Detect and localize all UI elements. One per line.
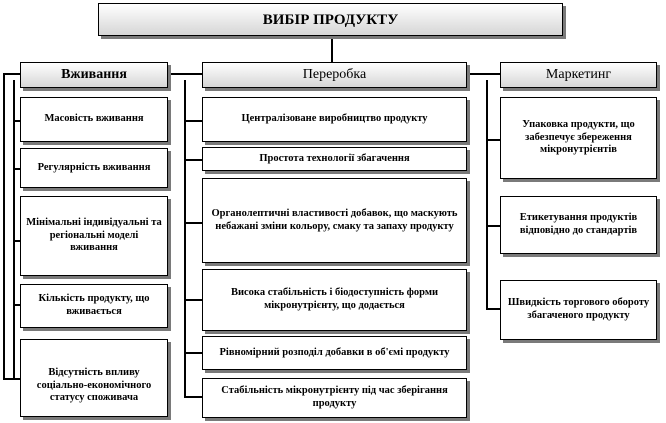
marketing-item-2: Етикетування продуктів відповідно до стандартів bbox=[500, 196, 657, 254]
middle-tick-1 bbox=[184, 120, 202, 122]
middle-tick-5 bbox=[184, 352, 202, 354]
middle-tick-3 bbox=[184, 222, 202, 224]
top-connector-left-drop bbox=[3, 73, 5, 380]
column-header-consumption: Вживання bbox=[20, 62, 168, 88]
left-tick-3 bbox=[13, 240, 20, 242]
consumption-item-1: Масовість вживання bbox=[20, 97, 168, 142]
processing-item-1: Централізоване виробництво продукту bbox=[202, 97, 467, 142]
right-tick-2 bbox=[486, 225, 500, 227]
marketing-item-1: Упаковка продукти, що забезпечує збереження мікронутрієнтів bbox=[500, 97, 657, 179]
column-header-marketing: Маркетинг bbox=[500, 62, 657, 88]
right-tick-1 bbox=[486, 139, 500, 141]
top-connector-right-drop bbox=[657, 73, 659, 81]
middle-tick-4 bbox=[184, 299, 202, 301]
right-tick-3 bbox=[486, 308, 500, 310]
consumption-item-5: Відсутність впливу соціально-економічного статусу споживача bbox=[20, 339, 168, 417]
diagram-title: ВИБІР ПРОДУКТУ bbox=[98, 3, 563, 36]
processing-item-5: Рівномірний розподіл добавки в об'ємі продукту bbox=[202, 336, 467, 370]
middle-tick-6 bbox=[184, 396, 202, 398]
processing-item-3: Органолептичні властивості добавок, що маскують небажані зміни кольору, смаку та запаху продукту bbox=[202, 178, 467, 263]
middle-tick-2 bbox=[184, 159, 202, 161]
processing-item-4: Висока стабільність і біодоступність форми мікронутрієнту, що додається bbox=[202, 269, 467, 331]
left-tick-1 bbox=[13, 120, 20, 122]
processing-item-6: Стабільність мікронутрієнту під час зберігання продукту bbox=[202, 378, 467, 418]
middle-column-bracket bbox=[184, 80, 186, 398]
consumption-item-4: Кількість продукту, що вживається bbox=[20, 284, 168, 328]
column-header-processing: Переробка bbox=[202, 62, 467, 88]
processing-item-2: Простота технології збагачення bbox=[202, 147, 467, 171]
consumption-item-2: Регулярність вживання bbox=[20, 148, 168, 188]
left-tick-4 bbox=[13, 304, 20, 306]
right-column-bracket bbox=[486, 80, 488, 310]
left-tick-2 bbox=[13, 168, 20, 170]
left-tick-5 bbox=[3, 378, 20, 380]
consumption-item-3: Мінімальні індивідуальні та регіональні моделі вживання bbox=[20, 196, 168, 276]
marketing-item-3: Швидкість торгового обороту збагаченого продукту bbox=[500, 280, 657, 340]
left-column-bracket bbox=[13, 80, 15, 380]
